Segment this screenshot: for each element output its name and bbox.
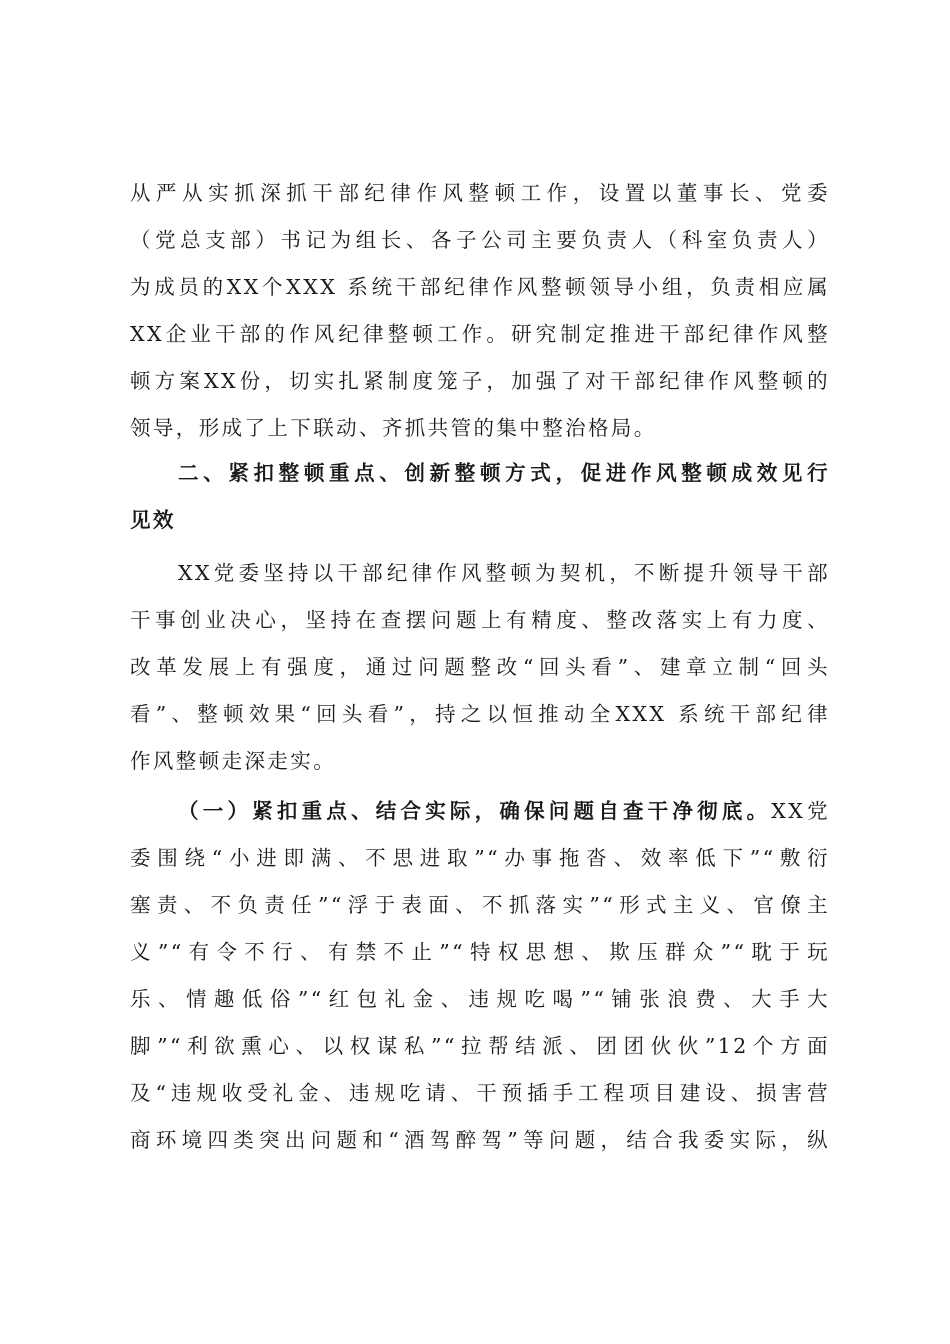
paragraph-line: 改革发展上有强度，通过问题整改“回头看”、建章立制“回头: [130, 655, 830, 679]
lead-rest-text: XX党: [771, 799, 830, 823]
paragraph-2: [130, 550, 830, 785]
paragraph-line: XX党委坚持以干部纪律作风整顿为契机，不断提升领导干部: [178, 561, 830, 585]
paragraph-line: 委围绕“小进即满、不思进取”“办事拖沓、效率低下”“敷衍: [130, 846, 830, 870]
paragraph-line: XX企业干部的作风纪律整顿工作。研究制定推进干部纪律作风整: [130, 322, 830, 346]
paragraph-line: 领导，形成了上下联动、齐抓共管的集中整治格局。: [130, 416, 657, 440]
paragraph-line: 从严从实抓深抓干部纪律作风整顿工作，设置以董事长、党委: [130, 181, 830, 205]
paragraph-line: （党总支部）书记为组长、各子公司主要负责人（科室负责人）: [130, 228, 830, 252]
paragraph-line: 为成员的XX个XXX 系统干部纪律作风整顿领导小组，负责相应属: [130, 275, 830, 299]
paragraph-line: 看”、整顿效果“回头看”，持之以恒推动全XXX 系统干部纪律: [130, 702, 830, 726]
paragraph-line: 脚”“利欲熏心、以权谋私”“拉帮结派、团团伙伙”12个方面: [130, 1034, 830, 1058]
heading-line: 二、紧扣整顿重点、创新整顿方式，促进作风整顿成效见行: [178, 461, 830, 485]
paragraph-line: 商环境四类突出问题和“酒驾醉驾”等问题，结合我委实际，纵: [130, 1128, 830, 1152]
paragraph-line: 干事创业决心，坚持在查摆问题上有精度、整改落实上有力度、: [130, 608, 830, 632]
paragraph-line: 塞责、不负责任”“浮于表面、不抓落实”“形式主义、官僚主: [130, 893, 830, 917]
heading-line: 见效: [130, 508, 176, 532]
paragraph-line: 作风整顿走深走实。: [130, 749, 337, 773]
paragraph-1: [130, 170, 830, 452]
subsection-heading: （一）紧扣重点、结合实际，确保问题自查干净彻底。: [178, 799, 772, 823]
section-heading: [130, 450, 830, 544]
paragraph-line: 乐、情趣低俗”“红包礼金、违规吃喝”“铺张浪费、大手大: [130, 987, 830, 1011]
paragraph-line: 顿方案XX份，切实扎紧制度笼子，加强了对干部纪律作风整顿的: [130, 369, 830, 393]
paragraph-3: [130, 788, 830, 1164]
paragraph-line: 及“违规收受礼金、违规吃请、干预插手工程项目建设、损害营: [130, 1081, 830, 1105]
paragraph-line: 义”“有令不行、有禁不止”“特权思想、欺压群众”“耽于玩: [130, 940, 830, 964]
paragraph-lead-line: [130, 788, 830, 835]
